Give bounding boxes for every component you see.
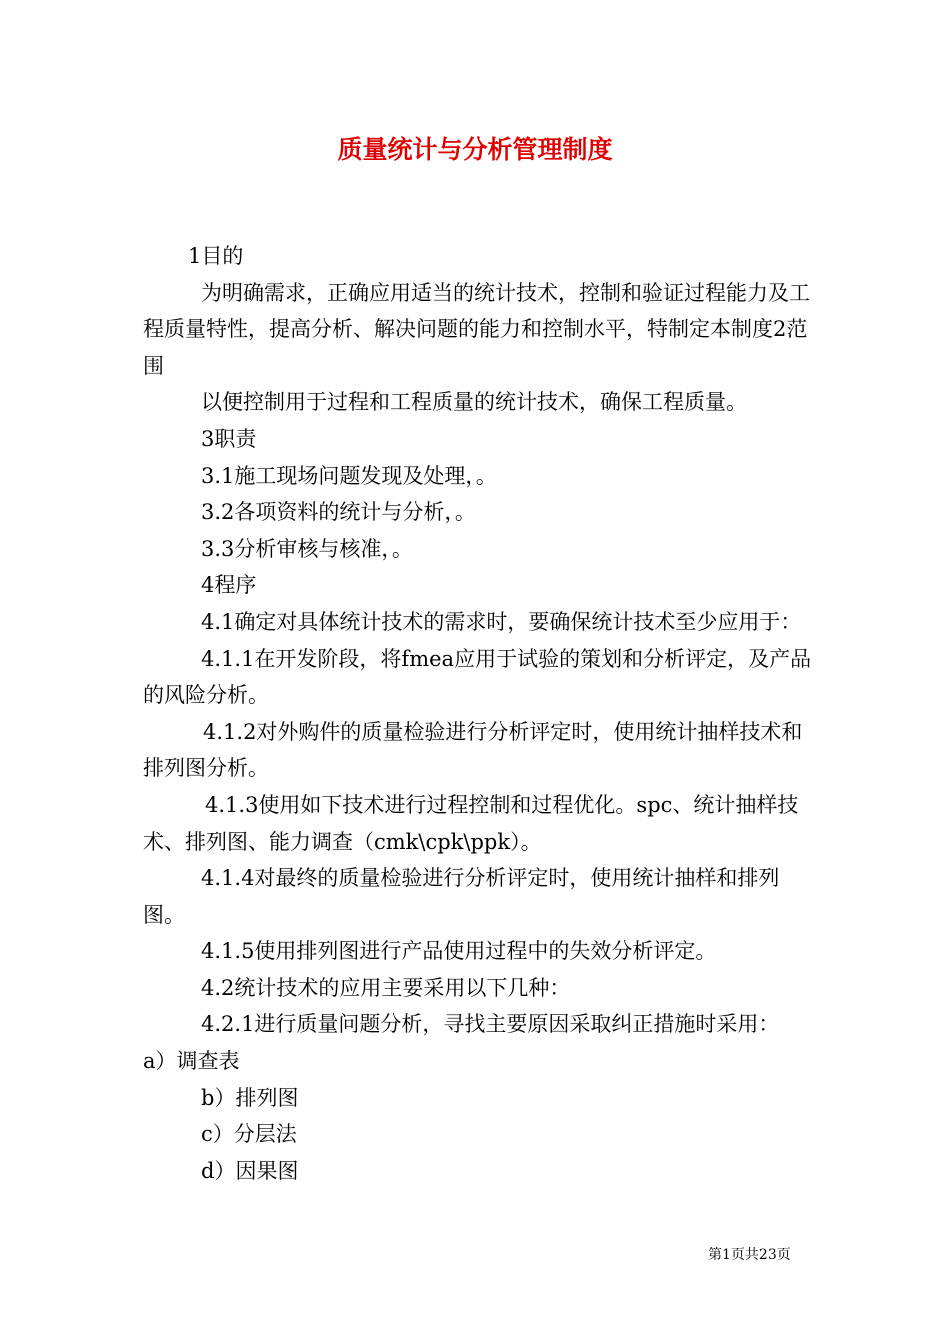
paragraph-duty-3-1: 3.1施工现场问题发现及处理，。 [201,463,497,488]
list-item-a: a）调查表 [143,1049,240,1074]
page-title: 质量统计与分析管理制度 [337,135,613,164]
paragraph-procedure-4-1-4: 4.1.4对最终的质量检验进行分析评定时，使用统计抽样和排列图。 [143,866,780,927]
paragraph-procedure-4-1-3: 4.1.3使用如下技术进行过程控制和过程优化。spc、统计抽样技术、排列图、能力调查（cmk\cpk\ppk）。 [143,792,799,854]
paragraph-duty-3-2: 3.2各项资料的统计与分析，。 [201,500,476,525]
list-item-b: b）排列图 [201,1085,299,1110]
paragraph-procedure-4-1-2: 4.1.2对外购件的质量检验进行分析评定时，使用统计抽样技术和排列图分析。 [143,719,803,781]
paragraph-procedure-4-2-1: 4.2.1进行质量问题分析，寻找主要原因采取纠正措施时采用： [201,1012,780,1037]
paragraph-duties-heading: 3职责 [201,426,257,451]
list-item-d: d）因果图 [201,1158,299,1183]
paragraph-purpose: 为明确需求，正确应用适当的统计技术，控制和验证过程能力及工程质量特性，提高分析、解决问题的能力和控制水平，特制定本制度2范围 [143,280,810,378]
list-item-c: c）分层法 [201,1122,297,1147]
document-body [143,238,815,1189]
paragraph-procedure-4-2: 4.2统计技术的应用主要采用以下几种： [201,975,571,1000]
paragraph-procedure-heading: 4程序 [201,573,257,598]
paragraph-procedure-4-1-5: 4.1.5使用排列图进行产品使用过程中的失效分析评定。 [201,939,717,964]
paragraph-scope: 以便控制用于过程和工程质量的统计技术，确保工程质量。 [201,390,747,415]
page-number: 第1页共23页 [708,1247,791,1263]
paragraph-procedure-4-1: 4.1确定对具体统计技术的需求时，要确保统计技术至少应用于： [201,609,802,634]
paragraph-procedure-4-1-1: 4.1.1在开发阶段，将fmea应用于试验的策划和分析评定，及产品的风险分析。 [143,646,812,708]
paragraph-duty-3-3: 3.3分析审核与核准，。 [201,536,413,561]
paragraph-purpose-heading: 1目的 [188,244,244,268]
